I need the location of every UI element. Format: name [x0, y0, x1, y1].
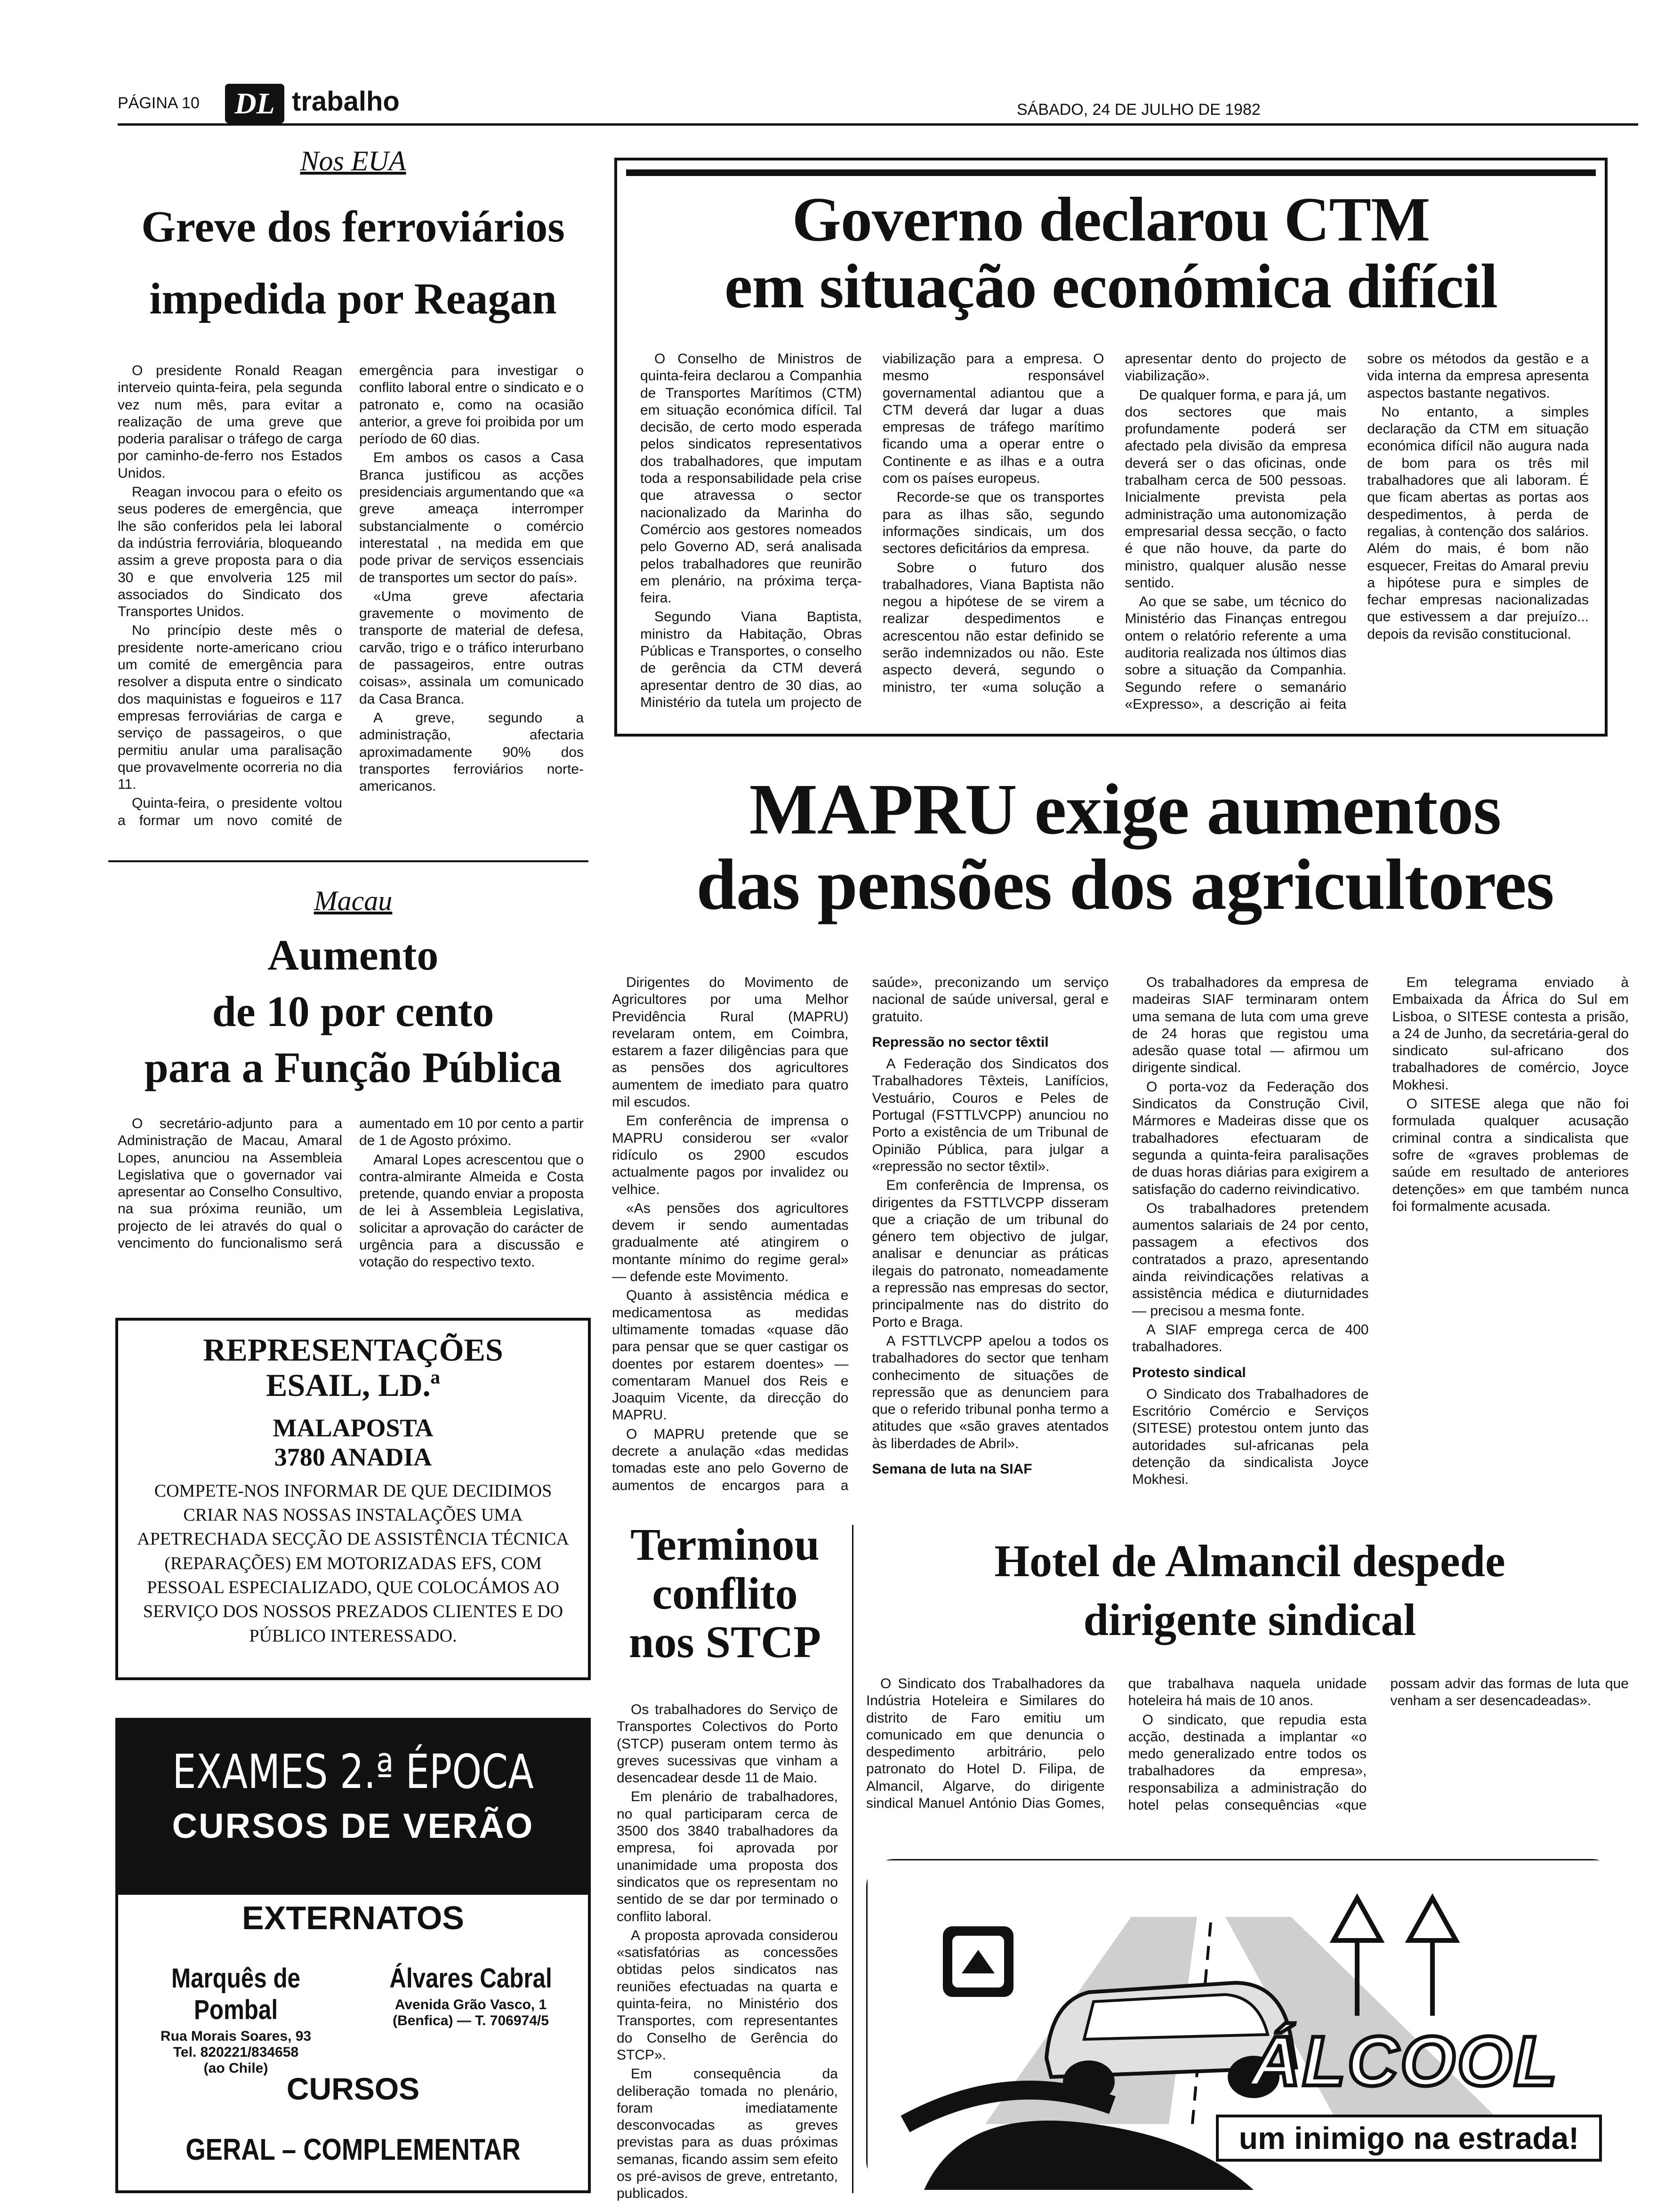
eua-paragraph: A greve, segundo a administração, afectaria aproximadamente 90% dos transportes ferroviários norte-americanos. [359, 710, 584, 794]
mapru-paragraph: «As pensões dos agricultores devem ir sendo aumentadas gradualmente até atingirem o montante mínimo do regime geral» — defende este Movimento. [612, 1200, 849, 1285]
macau-headline-line-3: para a Função Pública [144, 1043, 562, 1092]
mapru-paragraph: Dirigentes do Movimento de Agricultores por uma Melhor Previdência Rural (MAPRU) revelaram ontem, em Coimbra, estarem a fazer diligências para que as pensões dos agricultores aumentem de imediato para quatro mil escudos. [612, 975, 849, 1110]
header-rule [118, 123, 1638, 126]
mapru-paragraph: A SIAF emprega cerca de 400 trabalhadores. [1132, 1322, 1369, 1355]
eua-paragraph: Reagan invocou para o efeito os seus poderes de emergência, que lhe são conferidos pela lei laboral da indústria ferroviária, bloqueando assim a greve proposta para o dia 30 e que envolveria 125 mil associados do Sindicato dos Transportes Unidos. [118, 484, 342, 620]
school-location-note: (ao Chile) [203, 2060, 268, 2076]
subhead-semana-de-luta: Semana de luta na SIAF [872, 1461, 1032, 1477]
almancil-paragraph: O sindicato, que repudia esta acção, destinada a implantar «o medo generalizado entre todos os trabalhadores da empresa», responsabiliza a administração do hotel pelas consequências «que possam advir das formas de luta que venham a ser desencadeadas». [1128, 1676, 1629, 1813]
exames-banner [118, 1721, 588, 1895]
mapru-paragraph: O SITESE alega que não foi formulada qualquer acusação criminal contra a sindicalista que sofre de «graves problemas de saúde em resultado de anteriores detenções» em que também nunca foi formalmente acusada. [1392, 1096, 1629, 1214]
eua-paragraph: Em ambos os casos a Casa Branca justificou as acções presidenciais argumentando que «a greve ameaça interromper substancialmente o comércio interestatal , na medida em que pode privar de serviços essenciais de transportes um sector do país». [359, 450, 584, 585]
eua-paragraph: «Uma greve afectaria gravemente o movimento de transporte de material de defesa, carvão, trigo e o tráfico interurbano de passageiros, entre outras coisas», assinala um comunicado da Casa Branca. [359, 588, 584, 707]
mapru-paragraph: Em telegrama enviado à Embaixada da África do Sul em Lisboa, o SITESE contesta a prisão, a 24 de Junho, da secretária-geral do sindicato sul-africano dos trabalhadores de comércio, Joyce Mokhesi. [1392, 975, 1629, 1093]
mapru-paragraph: A Federação dos Sindicatos dos Trabalhadores Têxteis, Lanifícios, Vestuário, Couros e Peles de Portugal (FSTTLVCPP) anunciou no Porto a existência de um Tribunal de Opinião Pública, para julgar a «repressão no sector têxtil». [872, 1056, 1109, 1174]
mapru-headline [612, 769, 1638, 925]
cursos-footer: GERAL – COMPLEMENTAR [185, 2132, 521, 2166]
school-phone: (Benfica) — T. 706974/5 [393, 2013, 549, 2028]
ctm-headline [621, 186, 1601, 320]
almancil-paragraph: O Sindicato dos Trabalhadores da Indústria Hoteleira e Similares do distrito de Faro emitiu um comunicado em que denuncia o despedimento arbitrário, pelo patronato do Hotel D. Filipa, de Almancil, Algarve, do dirigente sindical Manuel António Dias Gomes, que trabalhava naquela unidade hoteleira há mais de 10 anos. [866, 1676, 1367, 1811]
alcool-slogan: um inimigo na estrada! [1216, 2115, 1602, 2162]
alcool-title: ÁLCOOL [1249, 2021, 1559, 2100]
macau-paragraph: Amaral Lopes acrescentou que o contra-almirante Almeida e Costa pretende, quando enviar a proposta de lei à Assembleia Legislativa, solicitar a aprovação do carácter de urgência para a discussão e votação do respectivo texto. [359, 1152, 584, 1270]
eua-article-body [118, 362, 584, 842]
almancil-headline-line-2: dirigente sindical [1083, 1594, 1416, 1645]
mapru-paragraph: Os trabalhadores pretendem aumentos salariais de 24 por cento, passagem a efectivos dos contratados a prazo, apresentando ainda reivindicações relativas a assistência médica e diuturnidades — precisou a mesma fonte. [1132, 1200, 1369, 1319]
almancil-headline-line-1: Hotel de Almancil despede [994, 1536, 1505, 1586]
macau-kicker: Macau [314, 885, 393, 916]
macau-headline [108, 927, 598, 1096]
eua-headline-line-1: Greve dos ferroviários [141, 202, 565, 251]
esail-address-line-1: MALAPOSTA [273, 1413, 434, 1442]
school-phone: Tel. 820221/834658 [173, 2044, 299, 2060]
mapru-paragraph: Em conferência de Imprensa, os dirigentes da FSTTLVCPP disseram que a criação de um tribunal do género tem objectivo de julgar, analisar e denunciar as práticas ilegais do patronato, nomeadamente a repressão nas empresas do sector, principalmente nas do distrito do Porto e Braga. [872, 1178, 1109, 1330]
alcool-advert [866, 1859, 1619, 2188]
mapru-headline-line-1: MAPRU exige aumentos [749, 769, 1501, 850]
ctm-paragraph: Sobre o futuro dos trabalhadores, Viana Baptista não negou a hipótese de se virem a realizar despedimentos e acrescentou não estar definido se serão indemnizados ou não. Este aspecto deverá, segundo o ministro, ter «uma solução a apresentar dento do projecto de viabilização». [882, 351, 1347, 695]
mapru-paragraph: O Sindicato dos Trabalhadores de Escritório Comércio e Serviços (SITESE) protestou ontem junto das autoridades sul-africanas pela detenção da sindicalista Joyce Mokhesi. [1132, 1386, 1369, 1488]
esail-title-line-1: REPRESENTAÇÕES [203, 1332, 503, 1368]
mapru-paragraph: O porta-voz da Federação dos Sindicatos da Construção Civil, Mármores e Madeiras disse que os trabalhadores efectuaram de segunda a quinta-feira paralisações de duas horas diárias para exigirem a satisfação do caderno reivindicativo. [1132, 1079, 1369, 1197]
mapru-paragraph: A FSTTLVCPP apelou a todos os trabalhadores do sector que tenham conhecimento de situações de repressão que as denunciem para que o referido tribunal ponha termo a atitudes que «são graves atentados às liberdades de Abril». [872, 1333, 1109, 1451]
macau-headline-line-1: Aumento [267, 931, 439, 979]
ctm-paragraph: Segundo Viana Baptista, ministro da Habitação, Obras Públicas e Transportes, o conselho de gerência da CTM deverá apresentar dentro de 30 dias, ao Ministério da tutela um projecto de viabilização para a empresa. O mesmo responsável governamental adiantou que a CTM deverá dar lugar a duas empresas de tráfego marítimo ficando uma a operar entre o Continente e as ilhas e a outra com os países europeus. [640, 351, 1104, 710]
esail-notice-text: COMPETE-NOS INFORMAR DE QUE DECIDIMOS CRIAR NAS NOSSAS INSTALAÇÕES UMA APETRECHADA SECÇÃO DE ASSISTÊNCIA TÉCNICA (REPARAÇÕES) EM MOTORIZADAS EFS, COM PESSOAL ESPECIALIZADO, QUE COLOCÁMOS AO SERVIÇO DOS NOSSOS PREZADOS CLIENTES E DO PÚBLICO INTERESSADO. [137, 1481, 569, 1646]
ctm-paragraph: De qualquer forma, e para já, um dos sectores que mais profundamente poderá ser afectado pela divisão da empresa deverá ser o das oficinas, onde trabalham cerca de 500 pessoas. Inicialmente prevista pela administração uma autonomização empresarial dessa secção, o facto é que não houve, da parte do ministro, qualquer alusão nesse sentido. [1125, 387, 1347, 591]
mapru-paragraph: Os trabalhadores da empresa de madeiras SIAF terminaram ontem uma semana de luta com uma greve de 24 horas que registou uma adesão quase total — afirmou um dirigente sindical. [1132, 975, 1369, 1076]
school-alvares-cabral [353, 1963, 588, 2029]
ctm-paragraph: Ao que se sabe, um técnico do Ministério das Finanças entregou ontem o relatório referente a uma auditoria realizada nos últimos dias sobre a situação da Companhia. Segundo refere o semanário «Expresso», a descrição ai feita sobre os métodos da gestão e a vida interna da empresa apresenta aspectos bastante negativos. [1125, 351, 1589, 712]
eua-kicker: Nos EUA [300, 145, 406, 176]
macau-paragraph: O secretário-adjunto para a Administração de Macau, Amaral Lopes, anunciou na Assembleia Legislativa que o governador vai apresentar ao Conselho Consultivo, na sua próxima reunião, um projecto de lei através do qual o vencimento do funcionalismo será aumentado em 10 por cento a partir de 1 de Agosto próximo. [118, 1116, 584, 1251]
almancil-article-body [866, 1675, 1629, 1831]
almancil-headline [861, 1532, 1638, 1650]
mapru-article-body [612, 974, 1629, 1501]
mapru-paragraph: Quanto à assistência médica e medicamentosa as medidas ultimamente tomadas «quase dão para pensar que se quer castigar os doentes por estarem doentes» — comentaram Manuel dos Reis e Joaquim Vicente, da direcção do MAPRU. [612, 1288, 849, 1423]
ctm-paragraph: No entanto, a simples declaração da CTM em situação económica difícil não augura nada de bom para os três mil trabalhadores que ali laboram. É que ficam abertas as portas aos despedimentos, à perda de regalias, à contenção dos salários. Além do mais, é bom não esquecer, Freitas do Amaral previu a hipótese pura e simples de fechar empresas nacionalizadas que estivessem a dar prejuízo... depois da revisão constitucional. [1367, 404, 1589, 642]
stcp-article-body [617, 1701, 838, 2202]
esail-advert [115, 1318, 591, 1680]
externatos-label: EXTERNATOS [242, 1899, 464, 1936]
eua-paragraph: O presidente Ronald Reagan interveio quinta-feira, pela segunda vez num mês, para evitar a realização de uma greve que poderia paralisar o tráfego de carga por caminho-de-ferro nos Estados Unidos. [118, 363, 342, 481]
esail-title-line-2: ESAIL, LD.ª [266, 1367, 440, 1403]
macau-headline-line-2: de 10 por cento [212, 987, 494, 1035]
page-label: PÁGINA 10 [118, 94, 200, 112]
stcp-paragraph: Em plenário de trabalhadores, no qual participaram cerca de 3500 dos 3840 trabalhadores da empresa, foi aprovada por unanimidade uma proposta dos sindicatos que os representam no sentido de se dar por terminado o conflito laboral. [617, 1789, 838, 1924]
cursos-label: CURSOS [286, 2071, 420, 2106]
stcp-headline-line-3: nos STCP [628, 1617, 821, 1667]
eua-paragraph: Quinta-feira, o presidente voltou a formar um novo comité de emergência para investigar o conflito laboral entre o sindicato e o patronato e, como na ocasião anterior, a greve foi proibida por um período de 60 dias. [118, 363, 584, 828]
eua-headline [118, 202, 588, 324]
page-date: SÁBADO, 24 DE JULHO DE 1982 [1017, 101, 1261, 119]
macau-article-body [118, 1115, 584, 1285]
stcp-paragraph: Os trabalhadores do Serviço de Transportes Colectivos do Porto (STCP) puseram ontem termo às greves sucessivas que vinham a desencadear desde 11 de Maio. [617, 1702, 838, 1786]
stcp-paragraph: Em consequência da deliberação tomada no plenário, foram imediatamente desconvocadas as greves previstas para as duas próximas semanas, ficando assim sem efeito os pré-avisos de greve, entretanto, publicados. [617, 2066, 838, 2202]
school-marques-de-pombal [118, 1963, 354, 2076]
mapru-headline-line-2: das pensões dos agricultores [696, 845, 1554, 925]
school-address: Rua Morais Soares, 93 [160, 2028, 312, 2044]
exames-banner-line-2: CURSOS DE VERÃO [172, 1806, 534, 1845]
school-name: Marquês de Pombal [171, 1963, 300, 2025]
mapru-paragraph: O MAPRU pretende que se decrete a anulação «das medidas tomadas este ano pelo Governo de aumentos de encargos para a saúde», preconizando um serviço nacional de saúde universal, geral e gratuito. [612, 975, 1109, 1493]
mapru-paragraph: Em conferência de imprensa o MAPRU considerou ser «valor ridículo os 2900 escudos actualmente pagos por invalidez ou velhice. [612, 1113, 849, 1197]
ctm-headline-line-2: em situação económica difícil [724, 251, 1497, 321]
ctm-headline-line-1: Governo declarou CTM [792, 184, 1430, 254]
section-logo-icon: DL [225, 84, 284, 123]
ctm-paragraph: O Conselho de Ministros de quinta-feira declarou a Companhia de Transportes Marítimos (CTM) em situação económica difícil. Tal decisão, de certo modo esperada pelos sindicatos representativos dos trabalhadores, que imputam toda a responsabilidade pela crise que atravessa o sector nacionalizado da Marinha do Comércio aos gestores nomeados pelo Governo AD, será analisada pelos trabalhadores que reunirão em plenário, na próxima terça-feira. [640, 351, 862, 606]
exames-banner-line-1: EXAMES 2.ª ÉPOCA [172, 1744, 534, 1799]
stcp-paragraph: A proposta aprovada considerou «satisfatórias as concessões obtidas pelos sindicatos nas reuniões efectuadas na quarta e quinta-feira, no Ministério dos Transportes, com representantes do Conselho de Gerência do STCP». [617, 1927, 838, 2063]
ctm-article-body [640, 351, 1589, 722]
school-address: Avenida Grão Vasco, 1 [394, 1997, 547, 2012]
esail-address-line-2: 3780 ANADIA [274, 1443, 432, 1471]
subhead-protesto-sindical: Protesto sindical [1132, 1364, 1246, 1380]
stcp-headline [612, 1520, 838, 1667]
school-name: Álvares Cabral [389, 1963, 552, 1994]
stcp-headline-line-1: Terminou [630, 1519, 820, 1570]
stcp-column-divider [852, 1525, 853, 2193]
ctm-top-rule [626, 169, 1596, 176]
section-title: trabalho [292, 86, 400, 117]
eua-bottom-rule [108, 860, 588, 862]
ctm-paragraph: Recorde-se que os transportes para as ilhas são, segundo informações sindicais, um dos sectores deficitários da empresa. [882, 489, 1104, 557]
eua-headline-line-2: impedida por Reagan [149, 274, 557, 324]
eua-paragraph: No princípio deste mês o presidente norte-americano criou um comité de emergência para resolver a disputa entre o sindicato dos maquinistas e fogueiros e 117 empresas ferroviárias de carga e serviço de passageiros, o que permitiu anular uma paralisação que provavelmente ocorreria no dia 11. [118, 623, 342, 793]
subhead-repressao-textil: Repressão no sector têxtil [872, 1034, 1049, 1050]
stcp-headline-line-2: conflito [652, 1568, 798, 1619]
